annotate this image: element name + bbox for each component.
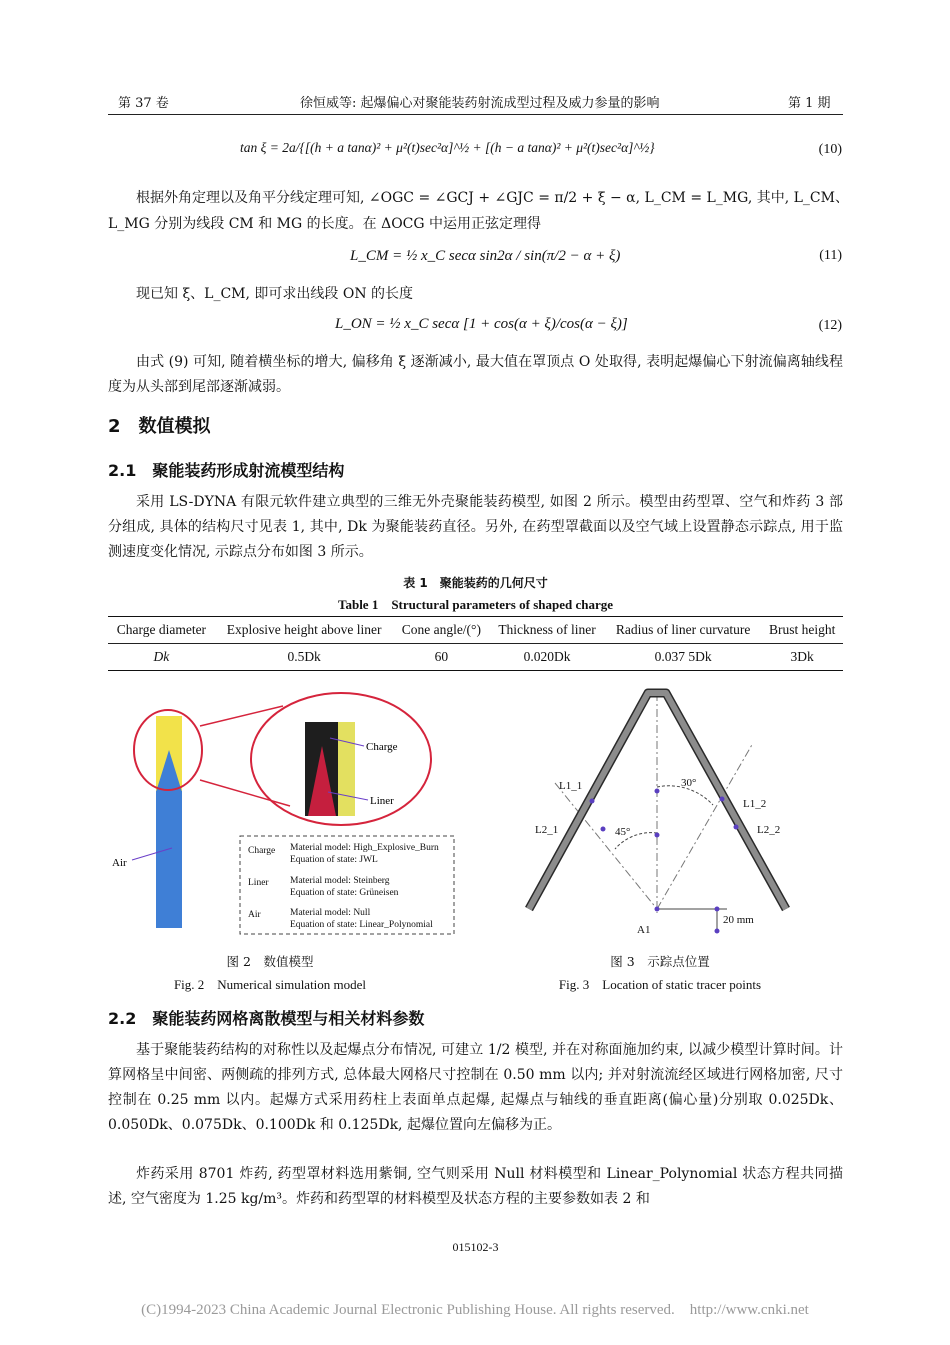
paragraph-angle-line2: L_MG 分别为线段 CM 和 MG 的长度。在 ΔOCG 中运用正弦定理得 [108,216,542,232]
equation-11-number: (11) [819,248,842,263]
zoom-connector-top [200,706,283,726]
equation-12: L_ON = ½ x_C secα [1 + cos(α + ξ)/cos(α − ξ)] [335,316,628,332]
legend-air-line2: Equation of state: Linear_Polynomial [290,920,433,930]
zoom-charge [338,722,355,816]
equation-10: tan ξ = 2a/{[(h + a tanα)² + μ²(t)sec²α]^½ + [(h − a tanα)² + μ²(t)sec²α]^½} [240,140,655,155]
equation-11: L_CM = ½ x_C secα sin2α / sin(π/2 − α + ξ) [350,248,621,264]
legend-liner-line2: Equation of state: Grüneisen [290,888,399,898]
paragraph-result: 由式 (9) 可知, 随着横坐标的增大, 偏移角 ξ 逐渐减小, 最大值在罩顶点 O 处取得, 表明起爆偏心下射流偏离轴线程度为从头部到尾部逐渐减弱。 [108,354,843,395]
legend-charge-name: Charge [248,846,276,856]
table1-header-cell: Thickness of liner [489,617,605,644]
tracer-axis-2 [655,833,660,838]
label-L2_1: L2_1 [535,824,559,836]
section-2-1-heading: 2.1 聚能装药形成射流模型结构 [108,461,345,480]
table1-header-cell: Cone angle/(°) [393,617,489,644]
liner-label: Liner [370,795,394,807]
figure-2-caption-en: Fig. 2 Numerical simulation model [173,977,367,992]
paragraph-2-2-a: 基于聚能装药结构的对称性以及起爆点分布情况, 可建立 1/2 模型, 并在对称面施加约束, 以减少模型计算时间。计算网格呈中间密、两侧疏的排列方式, 总体最大网格尺寸控制在 0.50 mm 以内; 并对射流流经区域进行网格加密, 尺寸控制在 0.25 mm 以内。起爆方式采用药柱上表面单点起爆, 起爆点与轴线的垂直距离(偏心量)分别取 0.025Dk、0.050Dk、0.075Dk、0.100Dk 和 0.125Dk, 起爆位置向左偏移为正。 [108,1042,843,1133]
section-2-heading: 2 数值模拟 [108,416,211,437]
figure-3-tracers [515,683,815,945]
figure-3-caption-en: Fig. 3 Location of static tracer points [558,977,762,992]
footer-copyright: (C)1994-2023 China Academic Journal Electronic Publishing House. All rights reserved. http://www.cnki.net [141,1302,809,1318]
table1-cell: 0.037 5Dk [654,649,712,664]
tracer-A1 [655,907,660,912]
table1-caption-cn: 表 1 聚能装药的几何尺寸 [403,576,548,590]
equation-12-number: (12) [818,318,842,333]
tracer-L2_2 [734,825,739,830]
legend-charge-line2: Equation of state: JWL [290,855,378,865]
legend-air-line1: Material model: Null [290,908,371,918]
tracer-axis-1 [655,789,660,794]
legend-liner-line1: Material model: Steinberg [290,876,390,886]
table1-cell: 0.020Dk [523,649,571,664]
tracer-L1_1 [590,799,595,804]
tracer-L2_1 [601,827,606,832]
page-number: 015102-3 [452,1240,499,1254]
table1-header-cell: Brust height [761,617,843,644]
paragraph-2-1: 采用 LS-DYNA 有限元软件建立典型的三维无外壳聚能装药模型, 如图 2 所示。模型由药型罩、空气和炸药 3 部分组成, 具体的结构尺寸见表 1, 其中, Dk 为聚能装药直径。另外, 在药型罩截面以及空气域上设置静态示踪点, 用于监测速度变化情况, 示踪点分布如图 3 所示。 [108,494,843,560]
tracer-L1_2 [720,797,725,802]
label-angle-45: 45° [615,826,631,838]
header-title: 徐恒威等: 起爆偏心对聚能装药射流成型过程及威力参量的影响 [300,96,660,111]
legend-charge-line1: Material model: High_Explosive_Burn [290,843,439,853]
zoom-connector-bottom [200,780,290,806]
table1-caption-en: Table 1 Structural parameters of shaped charge [337,597,614,612]
legend-air-name: Air [248,910,261,920]
paragraph-known: 现已知 ξ、L_CM, 即可求出线段 ON 的长度 [136,286,414,302]
table1 [108,617,843,670]
label-L1_2: L1_2 [743,798,767,810]
table1-header-cell: Radius of liner curvature [605,617,761,644]
paragraph-angle-line1: 根据外角定理以及角平分线定理可知, ∠OGC = ∠GCJ + ∠GJC = π/2 + ξ − α, L_CM = L_MG, 其中, L_CM、 [136,190,849,206]
table1-cell: Dk [153,649,170,664]
table1-header-row [108,617,843,644]
tracer-offset [715,907,720,912]
section-2-2-heading: 2.2 聚能装药网格离散模型与相关材料参数 [108,1009,425,1028]
figure-3-caption-cn: 图 3 示踪点位置 [610,954,710,969]
label-L2_2: L2_2 [757,824,781,836]
charge-label: Charge [366,741,398,753]
table1-cell: 0.5Dk [287,649,321,664]
figure-2-model [108,688,478,944]
air-label: Air [112,857,127,869]
header-volume: 第 37 卷 [118,96,169,111]
equation-10-number: (10) [818,142,842,157]
paragraph-2-2-b: 炸药采用 8701 炸药, 药型罩材料选用紫铜, 空气则采用 Null 材料模型和 Linear_Polynomial 状态方程共同描述, 空气密度为 1.25 kg/m³。炸药和药型罩的材料模型及状态方程的主要参数如表 2 和 [108,1166,843,1207]
legend-liner-name: Liner [248,878,269,888]
table1-header-cell: Charge diameter [108,617,215,644]
label-L1_1: L1_1 [559,780,583,792]
figure-2-caption-cn: 图 2 数值模型 [226,954,314,969]
table1-header-cell: Explosive height above liner [215,617,394,644]
label-A1: A1 [637,924,651,936]
table1-cell: 3Dk [790,649,814,664]
header-issue: 第 1 期 [788,96,831,111]
table1-cell: 60 [434,649,449,664]
tracer-offset-low [715,929,720,934]
table1-data-row [108,644,843,671]
label-angle-30: 30° [681,777,697,789]
table1-bottom-rule [108,670,843,671]
header-rule [108,114,843,115]
label-dim: 20 mm [723,914,754,926]
